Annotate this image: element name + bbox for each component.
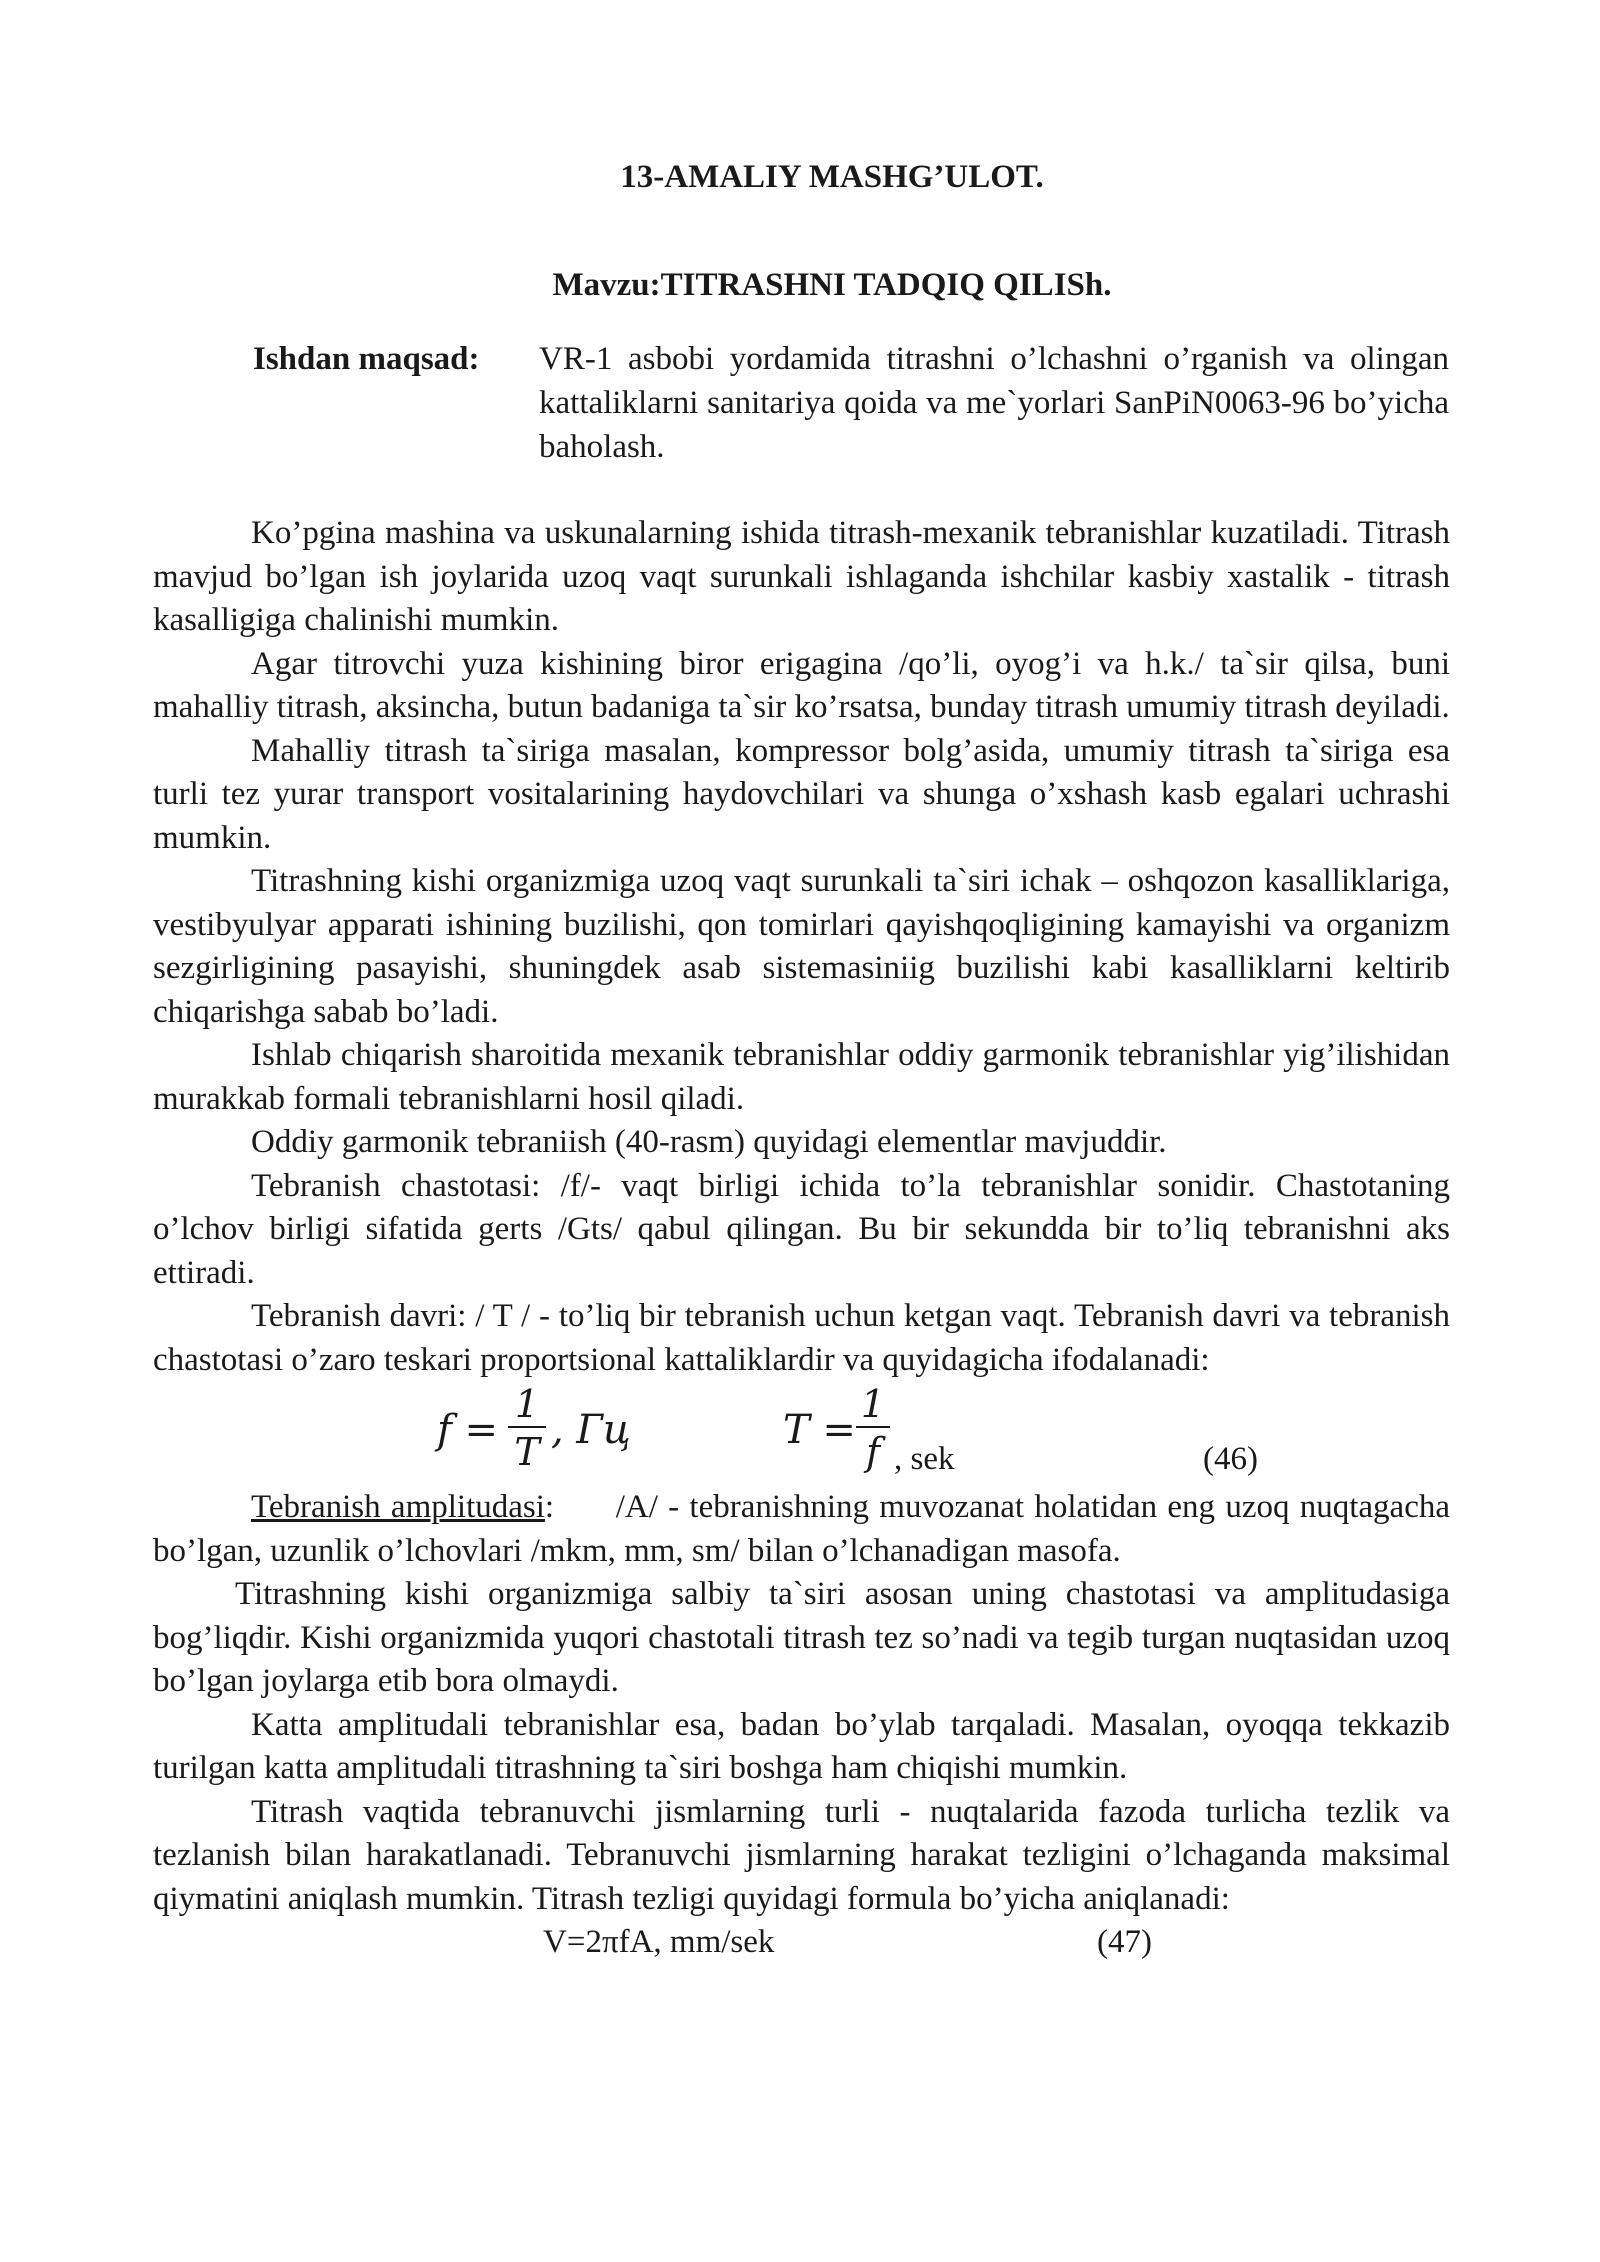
formula-f-fraction — [508, 1384, 546, 1472]
formula-f-denominator: T — [514, 1430, 540, 1474]
formula-f-unit: , Гц — [551, 1407, 631, 1453]
formula-number: (47) — [1097, 1924, 1152, 1960]
topic-title: Mavzu:TITRASHNI TADQIQ QILISh. — [552, 267, 1112, 303]
formula-t-unit: , sek — [894, 1441, 955, 1477]
paragraph: Tebranish davri: / T / - to’liq bir tebranish uchun ketgan vaqt. Tebranish davri va tebranish chastotasi o’zaro teskari proportsional kattaliklardir va quyidagicha ifodalanadi: — [153, 1298, 1450, 1378]
paragraph: Agar titrovchi yuza kishining biror erigagina /qo’li, oyog’i va h.k./ ta`sir qilsa, buni mahalliy titrash, aksincha, butun badaniga ta`sir ko’rsatsa, bunday titrash umumiy titrash deyiladi. — [153, 645, 1450, 725]
formula-t-numerator: 1 — [860, 1382, 886, 1426]
formula-46 — [153, 1382, 1450, 1486]
paragraph: Ishlab chiqarish sharoitida mexanik tebranishlar oddiy garmonik tebranishlar yig’ilishidan murakkab formali tebranishlarni hosil qiladi. — [153, 1037, 1450, 1117]
paragraph: Ko’pgina mashina va uskunalarning ishida titrash-mexanik tebranishlar kuzatiladi. Titrash mavjud bo’lgan ish joylarida uzoq vaqt surunkali ishlaganda ishchilar kasbiy xastalik - titrash kasalligiga chalinishi mumkin. — [153, 515, 1450, 638]
formula-f-lhs: f = — [437, 1407, 499, 1453]
formula-t-lhs: T = — [783, 1407, 856, 1453]
formula-t-fraction — [856, 1384, 890, 1472]
fraction-bar — [856, 1426, 890, 1428]
formula-number: (46) — [1203, 1441, 1258, 1477]
paragraph: Titrashning kishi organizmiga uzoq vaqt surunkali ta`siri ichak – oshqozon kasalliklariga, vestibyulyar apparati ishining buzilishi, qon tomirlari qayishqoqligining kamayishi va organizm sezgirligining pasayishi, shuningdek asab sistemasiniig buzilishi kabi kasalliklarni keltirib chiqarishga sabab bo’ladi. — [153, 863, 1450, 1030]
paragraph: Tebranish chastotasi: /f/- vaqt birligi ichida to’la tebranishlar sonidir. Chastotaning o’lchov birligi sifatida gerts /Gts/ qabul qilingan. Bu bir sekundda bir to’liq tebranishni aks ettiradi. — [153, 1167, 1450, 1291]
body-text — [153, 512, 1450, 1965]
fraction-bar — [508, 1426, 546, 1428]
paragraph-amplitude — [153, 1486, 1450, 1573]
formula-expression: V=2πfA, mm/sek — [543, 1924, 775, 1960]
paragraph: Mahalliy titrash ta`siriga masalan, kompressor bolg’asida, umumiy titrash ta`siriga esa turli tez yurar transport vositalarining haydovchilari va shunga o’xshash kasb egalari uchrashi mumkin. — [153, 732, 1450, 856]
paragraph: Titrashning kishi organizmiga salbiy ta`siri asosan uning chastotasi va amplitudasiga bog’liqdir. Kishi organizmida yuqori chastotali titrash tez so’nadi va tegib turgan nuqtasidan uzoq bo’lgan joylarga etib bora olmaydi. — [153, 1576, 1450, 1699]
paragraph: Katta amplitudali tebranishlar esa, badan bo’ylab tarqaladi. Masalan, oyoqqa tekkazib turilgan katta amplitudali titrashning ta`siri boshga ham chiqishi mumkin. — [153, 1706, 1450, 1786]
formula-f-numerator: 1 — [514, 1382, 540, 1426]
amplitude-colon: : — [544, 1489, 555, 1525]
formula-47 — [153, 1921, 1450, 1965]
paragraph: Oddiy garmonik tebraniish (40-rasm) quyidagi elementlar mavjuddir. — [251, 1124, 1167, 1160]
goal-label: Ishdan maqsad: — [253, 341, 480, 377]
paragraph: Titrash vaqtida tebranuvchi jismlarning turli - nuqtalarida fazoda turlicha tezlik va tezlanish bilan harakatlanadi. Tebranuvchi jismlarning harakat tezligini o’lchaganda maksimal qiymatini aniqlash mumkin. Titrash tezligi quyidagi formula bo’yicha aniqlanadi: — [153, 1793, 1450, 1917]
practical-lesson-title: 13-AMALIY MASHG’ULOT. — [620, 159, 1044, 195]
amplitude-term: Tebranish amplitudasi — [251, 1489, 545, 1525]
goal-text: VR-1 asbobi yordamida titrashni o’lchashni o’rganish va olingan kattaliklarni sanitariya qoida va me`yorlari SanPiN0063-96 bo’yicha baholash. — [539, 341, 1449, 465]
amplitude-text: /A/ - tebranishning muvozanat holatidan eng uzoq nuqtagacha bo’lgan, uzunlik o’lchovlari /mkm, mm, sm/ bilan o’lchanadigan masofa. — [153, 1489, 1451, 1569]
formula-t-denominator: f — [865, 1430, 881, 1474]
